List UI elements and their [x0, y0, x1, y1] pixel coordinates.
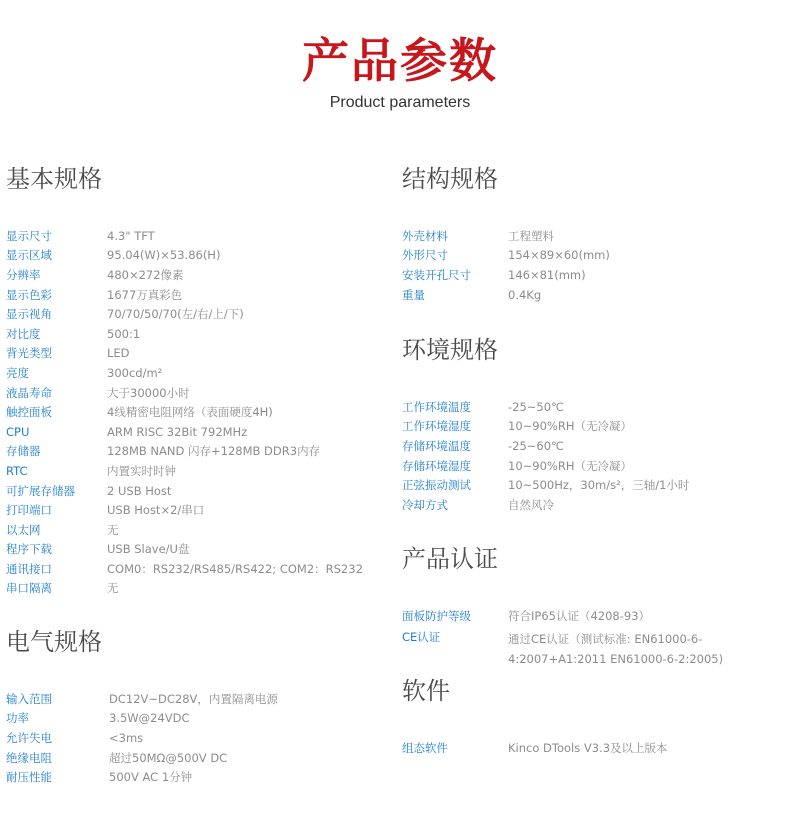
- spec-key: 安装开孔尺寸: [402, 267, 471, 282]
- spec-list: [402, 397, 689, 515]
- spec-key: 串口隔离: [6, 581, 52, 596]
- spec-value: COM0：RS232/RS485/RS422; COM2：RS232: [107, 561, 363, 576]
- section-title: 环境规格: [402, 336, 498, 364]
- spec-value: -25~60℃: [508, 438, 564, 453]
- spec-row: [6, 246, 363, 266]
- spec-row: [402, 285, 610, 305]
- spec-row: [6, 579, 363, 599]
- spec-value: 超过50MΩ@500V DC: [109, 750, 228, 765]
- spec-row: [402, 417, 689, 437]
- spec-row: [6, 461, 363, 481]
- spec-row: [6, 344, 363, 364]
- spec-key: 输入范围: [6, 691, 52, 706]
- spec-row: [402, 265, 610, 285]
- spec-key: 对比度: [6, 326, 41, 341]
- spec-list: [402, 226, 610, 304]
- spec-value: 500:1: [107, 326, 141, 341]
- spec-key: 打印端口: [6, 503, 52, 518]
- spec-row: [6, 540, 363, 560]
- spec-value: DC12V~DC28V，内置隔离电源: [109, 691, 278, 706]
- spec-value: 480×272像素: [107, 267, 184, 282]
- spec-key: 耐压性能: [6, 770, 52, 785]
- spec-row: [402, 495, 689, 515]
- spec-value: 4.3" TFT: [107, 228, 155, 243]
- spec-value: 70/70/50/70(左/右/上/下): [107, 307, 244, 322]
- spec-row: [402, 606, 796, 626]
- spec-value: 10~90%RH（无冷凝）: [508, 458, 632, 473]
- spec-value: 128MB NAND 闪存+128MB DDR3内存: [107, 444, 321, 459]
- spec-key: 通讯接口: [6, 561, 52, 576]
- spec-list: [402, 606, 796, 666]
- spec-key: 工作环境湿度: [402, 419, 471, 434]
- spec-row: [6, 689, 278, 709]
- spec-value: USB Host×2/串口: [107, 503, 205, 518]
- spec-value: 3.5W@24VDC: [109, 711, 190, 726]
- spec-key: CE认证: [402, 629, 441, 644]
- spec-row: [402, 738, 668, 758]
- spec-key: 程序下载: [6, 542, 52, 557]
- spec-row: [6, 748, 278, 768]
- spec-row: [6, 559, 363, 579]
- spec-row: [6, 285, 363, 305]
- spec-value: 300cd/m²: [107, 365, 163, 380]
- spec-value: LED: [107, 346, 130, 361]
- spec-key: 重量: [402, 287, 425, 302]
- spec-row: [6, 520, 363, 540]
- basic-specs-section: [6, 164, 363, 598]
- environment-specs-section: [402, 335, 689, 515]
- spec-value: 10~500Hz，30m/s²，三轴/1小时: [508, 478, 690, 493]
- spec-value: ARM RISC 32Bit 792MHz: [107, 424, 248, 439]
- spec-key: 触控面板: [6, 405, 52, 420]
- spec-row: [402, 436, 689, 456]
- section-title: 产品认证: [402, 545, 498, 573]
- electrical-specs-section: [6, 627, 278, 787]
- page-title: 产品参数: [302, 34, 498, 89]
- spec-row: [6, 767, 278, 787]
- spec-key: 显示区域: [6, 248, 52, 263]
- spec-value: 95.04(W)×53.86(H): [107, 248, 221, 263]
- spec-list: [402, 738, 668, 758]
- section-title: 电气规格: [6, 628, 102, 656]
- spec-value: 1677万真彩色: [107, 287, 183, 302]
- spec-value: 500V AC 1分钟: [109, 770, 193, 785]
- spec-key: 面板防护等级: [402, 608, 471, 623]
- spec-row: [6, 402, 363, 422]
- spec-value: 通过CE认证（测试标准: EN61000-6-4:2007+A1:2011 EN61000-6-2:2005): [508, 631, 724, 666]
- page-subtitle: Product parameters: [329, 94, 471, 111]
- spec-key: 存储环境湿度: [402, 458, 471, 473]
- spec-key: 液晶寿命: [6, 385, 52, 400]
- spec-row: [6, 442, 363, 462]
- spec-row: [6, 383, 363, 403]
- spec-key: 正弦振动测试: [402, 478, 471, 493]
- spec-key: 外形尺寸: [402, 248, 448, 263]
- spec-key: 组态软件: [402, 740, 448, 755]
- spec-key: 绝缘电阻: [6, 750, 52, 765]
- spec-key: 存储环境温度: [402, 438, 471, 453]
- spec-value: 146×81(mm): [508, 267, 586, 282]
- spec-value: 2 USB Host: [107, 483, 172, 498]
- spec-row: [6, 481, 363, 501]
- spec-row: [402, 475, 689, 495]
- section-title: 结构规格: [402, 165, 498, 193]
- spec-value: 无: [107, 522, 119, 537]
- spec-row: [402, 456, 689, 476]
- spec-key: 显示视角: [6, 307, 52, 322]
- spec-key: 亮度: [6, 365, 29, 380]
- spec-key: CPU: [6, 424, 30, 439]
- spec-value: 大于30000小时: [107, 385, 190, 400]
- spec-row: [6, 500, 363, 520]
- certification-section: [402, 544, 796, 666]
- section-title: 软件: [402, 677, 450, 705]
- spec-row: [402, 226, 610, 246]
- spec-row: [6, 363, 363, 383]
- spec-key: 冷却方式: [402, 497, 448, 512]
- spec-key: 功率: [6, 711, 29, 726]
- spec-value: <3ms: [109, 730, 144, 745]
- spec-value: 0.4Kg: [508, 287, 542, 302]
- spec-key: 分辨率: [6, 267, 41, 282]
- section-title: 基本规格: [6, 165, 102, 193]
- spec-value: 10~90%RH（无冷凝）: [508, 419, 632, 434]
- spec-key: 存储器: [6, 444, 41, 459]
- spec-key: 以太网: [6, 522, 41, 537]
- spec-key: 显示色彩: [6, 287, 52, 302]
- spec-key: 背光类型: [6, 346, 52, 361]
- spec-row: [402, 246, 610, 266]
- spec-row: [402, 397, 689, 417]
- spec-key: 工作环境温度: [402, 399, 471, 414]
- spec-row: [6, 324, 363, 344]
- spec-value: -25~50℃: [508, 399, 564, 414]
- spec-value: USB Slave/U盘: [107, 542, 190, 557]
- spec-row: [6, 728, 278, 748]
- spec-row: [6, 709, 278, 729]
- spec-value: 内置实时时钟: [107, 463, 176, 478]
- spec-value: 154×89×60(mm): [508, 248, 610, 263]
- spec-key: 显示尺寸: [6, 228, 52, 243]
- spec-key: 可扩展存储器: [6, 483, 75, 498]
- spec-value: 符合IP65认证（4208-93）: [508, 608, 651, 623]
- spec-key: 允许失电: [6, 730, 52, 745]
- spec-row: [6, 422, 363, 442]
- structure-specs-section: [402, 164, 610, 304]
- spec-value: 自然风冷: [508, 497, 554, 512]
- spec-value: 4线精密电阻网络（表面硬度4H): [107, 405, 273, 420]
- spec-value: Kinco DTools V3.3及以上版本: [508, 740, 668, 755]
- spec-row: [6, 265, 363, 285]
- spec-value: 无: [107, 581, 119, 596]
- spec-row: [6, 304, 363, 324]
- spec-row: [402, 626, 796, 666]
- spec-key: RTC: [6, 463, 28, 478]
- spec-value: 工程塑料: [508, 228, 554, 243]
- spec-key: 外壳材料: [402, 228, 448, 243]
- software-section: [402, 676, 668, 758]
- spec-list: [6, 226, 363, 598]
- spec-row: [6, 226, 363, 246]
- spec-list: [6, 689, 278, 787]
